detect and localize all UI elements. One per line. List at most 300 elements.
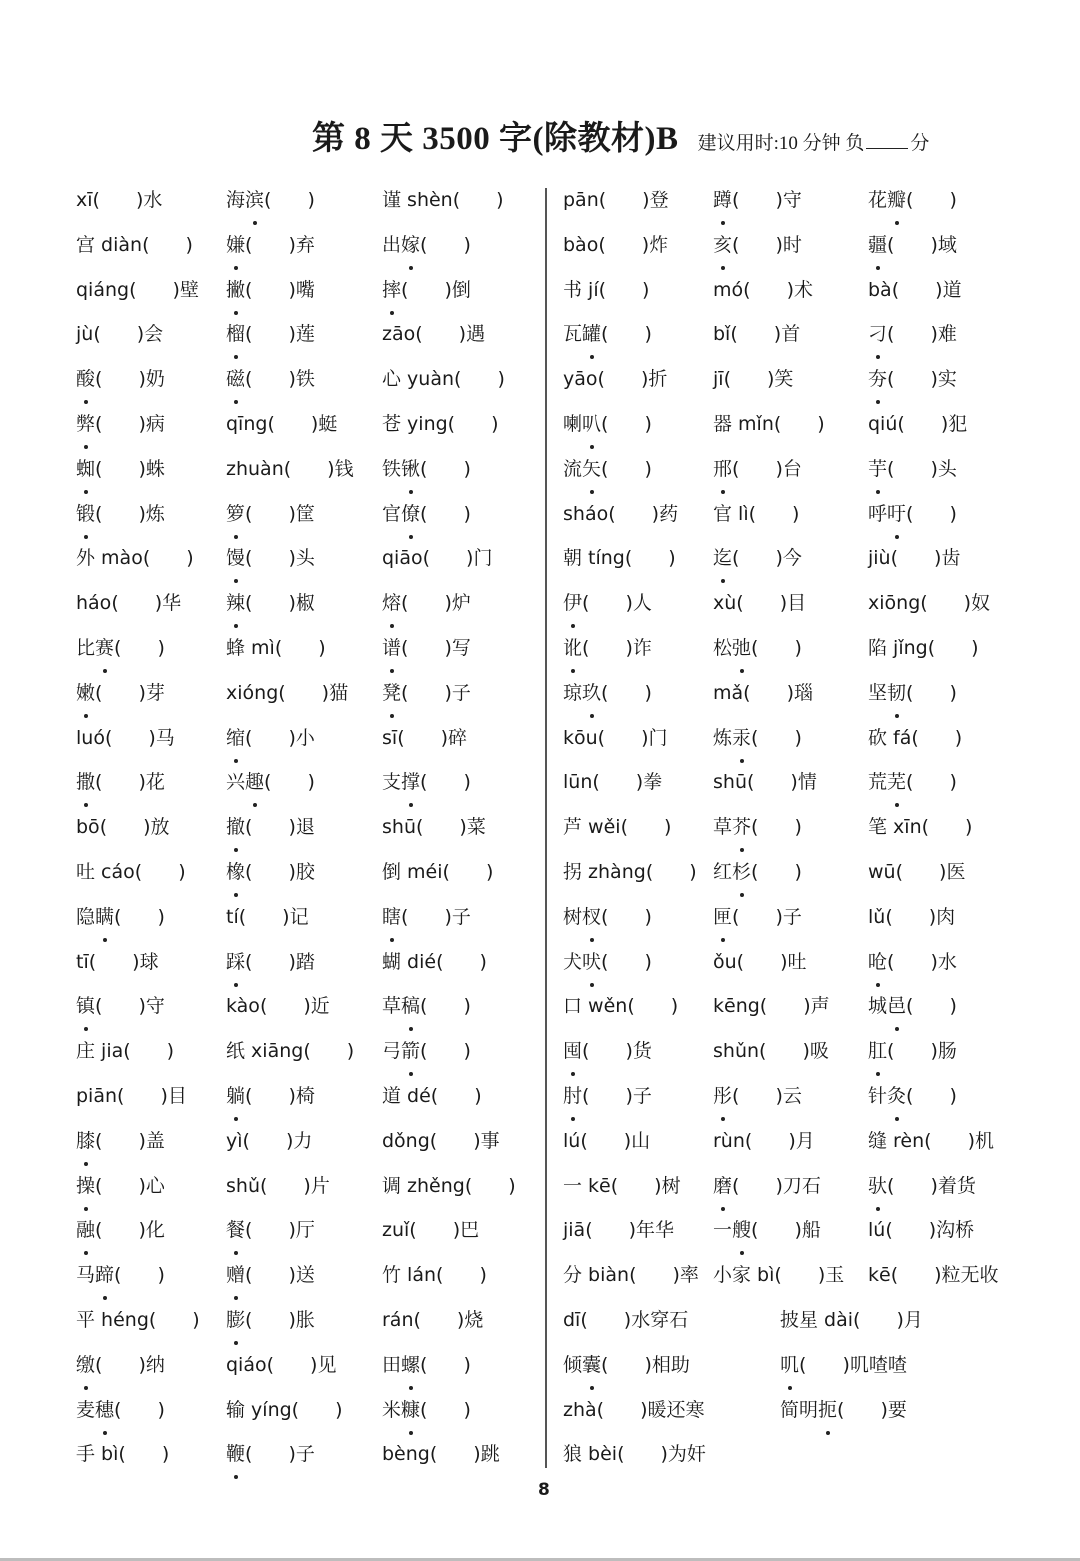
close-paren: ) bbox=[644, 412, 652, 435]
word-prefix: 琼 bbox=[563, 681, 583, 704]
word-prefix: lūn bbox=[563, 771, 593, 794]
close-paren: ) bbox=[640, 368, 649, 391]
word-item bbox=[713, 626, 802, 671]
open-paren: ( bbox=[278, 681, 286, 704]
open-paren: ( bbox=[582, 1040, 590, 1063]
word-item bbox=[76, 268, 199, 313]
word-item bbox=[76, 1343, 165, 1388]
word-row bbox=[76, 402, 526, 447]
close-paren: ) bbox=[954, 726, 963, 749]
word-suffix: 门 bbox=[648, 726, 668, 749]
emphasized-char: 汞 bbox=[732, 716, 751, 760]
open-paren: ( bbox=[429, 1443, 438, 1466]
open-paren: ( bbox=[582, 636, 590, 659]
word-prefix: qiáo bbox=[226, 1353, 267, 1376]
close-paren: ) bbox=[288, 592, 296, 615]
close-paren: ) bbox=[463, 1398, 471, 1421]
word-item bbox=[226, 850, 315, 895]
word-item bbox=[868, 312, 957, 357]
open-paren: ( bbox=[598, 233, 606, 256]
open-paren: ( bbox=[264, 771, 272, 794]
word-prefix: mó bbox=[713, 278, 744, 301]
emphasized-char: 讹 bbox=[563, 626, 582, 670]
open-paren: ( bbox=[95, 368, 103, 391]
word-item bbox=[563, 940, 652, 985]
open-paren: ( bbox=[142, 547, 151, 570]
word-item bbox=[868, 1253, 999, 1298]
column-divider bbox=[545, 188, 547, 1468]
word-prefix: jiā bbox=[563, 1219, 586, 1242]
open-paren: ( bbox=[245, 1219, 253, 1242]
emphasized-char: 呛 bbox=[868, 940, 887, 984]
close-paren: ) bbox=[788, 1129, 796, 1152]
word-prefix: rán bbox=[382, 1308, 414, 1331]
open-paren: ( bbox=[447, 412, 456, 435]
word-prefix: xù bbox=[713, 592, 737, 615]
word-item bbox=[713, 671, 813, 716]
word-prefix: 田 bbox=[382, 1353, 402, 1376]
emphasized-char: 餐 bbox=[226, 1208, 245, 1252]
open-paren: ( bbox=[95, 502, 103, 525]
emphasized-char: 踩 bbox=[226, 940, 245, 984]
word-suffix: 炸 bbox=[649, 233, 669, 256]
close-paren: ) bbox=[766, 368, 775, 391]
word-prefix: wū bbox=[868, 860, 896, 883]
word-item bbox=[713, 581, 806, 626]
word-row bbox=[76, 1029, 526, 1074]
open-paren: ( bbox=[597, 368, 605, 391]
word-suffix: 实 bbox=[937, 368, 957, 391]
word-suffix: 船 bbox=[801, 1219, 821, 1242]
open-paren: ( bbox=[95, 457, 103, 480]
open-paren: ( bbox=[442, 860, 450, 883]
emphasized-char: 膝 bbox=[76, 1119, 95, 1163]
emphasized-char: 亥 bbox=[713, 223, 732, 267]
open-paren: ( bbox=[887, 457, 895, 480]
word-prefix: qiāo bbox=[382, 547, 423, 570]
word-prefix: 竹 lán bbox=[382, 1264, 437, 1287]
open-paren: ( bbox=[723, 368, 731, 391]
word-prefix: ǒu bbox=[713, 950, 737, 973]
close-paren: ) bbox=[644, 905, 652, 928]
word-suffix: 肉 bbox=[936, 905, 956, 928]
word-item bbox=[76, 716, 175, 761]
close-paren: ) bbox=[463, 1353, 471, 1376]
open-paren: ( bbox=[413, 1308, 421, 1331]
word-row bbox=[563, 1074, 1033, 1119]
word-prefix: 缝 rèn bbox=[868, 1129, 925, 1152]
open-paren: ( bbox=[92, 189, 100, 211]
word-suffix: 退 bbox=[295, 816, 315, 839]
word-prefix: bào bbox=[563, 233, 599, 256]
word-suffix: 子 bbox=[782, 905, 802, 928]
word-item bbox=[563, 178, 669, 223]
word-item bbox=[563, 850, 697, 895]
emphasized-char: 融 bbox=[76, 1208, 95, 1252]
word-item bbox=[76, 402, 165, 447]
emphasized-char: 酸 bbox=[76, 357, 95, 401]
word-item bbox=[76, 536, 194, 581]
close-paren: ) bbox=[288, 547, 296, 570]
word-item bbox=[563, 760, 662, 805]
word-item bbox=[382, 940, 487, 985]
word-item bbox=[76, 178, 162, 223]
word-item bbox=[382, 178, 504, 223]
emphasized-char: 夯 bbox=[868, 357, 887, 401]
open-paren: ( bbox=[746, 771, 755, 794]
close-paren: ) bbox=[896, 1308, 904, 1331]
close-paren: ) bbox=[635, 771, 644, 794]
word-prefix: pān bbox=[563, 189, 599, 211]
word-item bbox=[868, 223, 957, 268]
close-paren: ) bbox=[444, 636, 452, 659]
word-row bbox=[76, 1164, 526, 1209]
close-paren: ) bbox=[463, 457, 471, 480]
word-item bbox=[382, 223, 471, 268]
open-paren: ( bbox=[601, 681, 609, 704]
close-paren: ) bbox=[644, 1353, 652, 1376]
open-paren: ( bbox=[95, 1353, 103, 1376]
word-item bbox=[76, 357, 165, 402]
close-paren: ) bbox=[288, 950, 296, 973]
close-paren: ) bbox=[307, 771, 315, 794]
close-paren: ) bbox=[670, 995, 679, 1018]
word-suffix: 玉 bbox=[825, 1264, 845, 1287]
close-paren: ) bbox=[775, 457, 783, 480]
word-prefix: 花 bbox=[868, 189, 888, 211]
close-paren: ) bbox=[135, 189, 144, 211]
word-item bbox=[713, 447, 802, 492]
open-paren: ( bbox=[95, 681, 103, 704]
open-paren: ( bbox=[99, 816, 108, 839]
open-paren: ( bbox=[732, 1174, 740, 1197]
word-item bbox=[382, 1074, 482, 1119]
word-prefix: lú bbox=[868, 1219, 886, 1242]
word-suffix: 笑 bbox=[774, 368, 794, 391]
word-suffix: 奴 bbox=[971, 592, 991, 615]
open-paren: ( bbox=[420, 1040, 428, 1063]
open-paren: ( bbox=[422, 547, 431, 570]
close-paren: ) bbox=[928, 1219, 937, 1242]
word-suffix: 域 bbox=[937, 233, 957, 256]
word-item bbox=[382, 1298, 483, 1343]
open-paren: ( bbox=[245, 950, 253, 973]
word-row bbox=[563, 223, 1033, 268]
word-item bbox=[563, 492, 678, 537]
close-paren: ) bbox=[842, 1353, 850, 1376]
word-prefix: 一 bbox=[713, 1219, 733, 1242]
emphasized-char: 彤 bbox=[713, 1074, 732, 1118]
word-item bbox=[382, 1029, 471, 1074]
word-prefix: 城 bbox=[868, 995, 888, 1018]
word-item bbox=[382, 268, 471, 313]
word-item bbox=[226, 1432, 315, 1477]
word-row bbox=[76, 1208, 526, 1253]
word-item bbox=[713, 895, 802, 940]
word-prefix: 平 héng bbox=[76, 1308, 149, 1331]
close-paren: ) bbox=[138, 1219, 146, 1242]
word-suffix: 台 bbox=[782, 457, 802, 480]
close-paren: ) bbox=[485, 860, 494, 883]
word-suffix: 情 bbox=[797, 771, 817, 794]
open-paren: ( bbox=[401, 592, 409, 615]
open-paren: ( bbox=[266, 1353, 275, 1376]
word-suffix: 齿 bbox=[941, 547, 961, 570]
close-paren: ) bbox=[288, 323, 296, 346]
word-item bbox=[713, 357, 793, 402]
word-item bbox=[76, 671, 165, 716]
emphasized-char: 镇 bbox=[76, 984, 95, 1028]
word-suffix: 近 bbox=[310, 995, 330, 1018]
open-paren: ( bbox=[853, 1308, 861, 1331]
close-paren: ) bbox=[949, 502, 957, 525]
emphasized-char: 罐 bbox=[582, 312, 601, 356]
emphasized-char: 撇 bbox=[226, 268, 245, 312]
close-paren: ) bbox=[496, 189, 504, 211]
word-row bbox=[563, 1164, 1033, 1209]
word-suffix: 目 bbox=[787, 592, 807, 615]
word-suffix: 心 bbox=[145, 1174, 165, 1197]
close-paren: ) bbox=[321, 681, 330, 704]
word-item bbox=[382, 984, 471, 1029]
close-paren: ) bbox=[138, 1353, 146, 1376]
open-paren: ( bbox=[114, 636, 122, 659]
word-row bbox=[76, 1432, 526, 1477]
word-row bbox=[76, 1298, 526, 1343]
emphasized-char: 辣 bbox=[226, 581, 245, 625]
close-paren: ) bbox=[644, 681, 652, 704]
word-item bbox=[563, 312, 652, 357]
open-paren: ( bbox=[885, 1219, 893, 1242]
close-paren: ) bbox=[651, 502, 660, 525]
word-item bbox=[382, 895, 471, 940]
word-item bbox=[226, 1029, 354, 1074]
word-row bbox=[563, 581, 1033, 626]
open-paren: ( bbox=[906, 502, 914, 525]
word-row bbox=[563, 895, 1033, 940]
close-paren: ) bbox=[288, 502, 296, 525]
word-item bbox=[382, 1343, 471, 1388]
word-suffix: 巴 bbox=[460, 1219, 480, 1242]
close-paren: ) bbox=[138, 1174, 146, 1197]
close-paren: ) bbox=[779, 592, 788, 615]
word-suffix: 马 bbox=[155, 726, 175, 749]
close-paren: ) bbox=[623, 1308, 632, 1331]
emphasized-char: 锻 bbox=[76, 492, 95, 536]
word-prefix: tí bbox=[226, 905, 239, 928]
word-row bbox=[76, 178, 526, 223]
close-paren: ) bbox=[192, 1308, 200, 1331]
word-item bbox=[713, 223, 802, 268]
word-item bbox=[563, 402, 652, 447]
word-suffix: 遇 bbox=[466, 323, 486, 346]
word-prefix: kào bbox=[226, 995, 260, 1018]
close-paren: ) bbox=[335, 1398, 343, 1421]
open-paren: ( bbox=[906, 771, 914, 794]
word-row bbox=[563, 536, 1033, 581]
emphasized-char: 玖 bbox=[582, 671, 601, 715]
word-item bbox=[226, 312, 315, 357]
close-paren: ) bbox=[775, 189, 783, 211]
emphasized-char: 匣 bbox=[713, 895, 732, 939]
open-paren: ( bbox=[420, 502, 428, 525]
open-paren: ( bbox=[837, 1398, 845, 1421]
word-suffix: 肠 bbox=[937, 1040, 957, 1063]
score-blank[interactable] bbox=[866, 132, 908, 149]
word-prefix: jù bbox=[76, 323, 94, 346]
open-paren: ( bbox=[283, 457, 292, 480]
emphasized-char: 囤 bbox=[563, 1029, 582, 1073]
word-item bbox=[226, 1343, 336, 1388]
word-item bbox=[226, 1388, 343, 1433]
close-paren: ) bbox=[138, 771, 146, 794]
word-suffix: 炉 bbox=[451, 592, 471, 615]
word-item bbox=[713, 1208, 821, 1253]
word-suffix: 为奸 bbox=[667, 1443, 706, 1466]
close-paren: ) bbox=[623, 1129, 632, 1152]
close-paren: ) bbox=[935, 278, 943, 301]
close-paren: ) bbox=[157, 636, 165, 659]
word-item bbox=[713, 760, 817, 805]
close-paren: ) bbox=[780, 950, 788, 973]
close-paren: ) bbox=[444, 905, 452, 928]
word-suffix: 钱 bbox=[334, 457, 354, 480]
close-paren: ) bbox=[327, 457, 335, 480]
word-item bbox=[226, 1208, 315, 1253]
open-paren: ( bbox=[598, 189, 607, 211]
word-suffix: 着货 bbox=[937, 1174, 976, 1197]
word-prefix: 宫 diàn bbox=[76, 233, 143, 256]
word-suffix: 水穿石 bbox=[631, 1308, 689, 1331]
word-row bbox=[76, 268, 526, 313]
word-suffix: 首 bbox=[781, 323, 801, 346]
open-paren: ( bbox=[610, 1174, 619, 1197]
word-prefix: 喇 bbox=[563, 412, 583, 435]
close-paren: ) bbox=[949, 189, 957, 211]
right-column bbox=[563, 178, 1033, 1477]
word-row bbox=[563, 1298, 1033, 1343]
open-paren: ( bbox=[906, 681, 914, 704]
close-paren: ) bbox=[794, 816, 802, 839]
word-item bbox=[563, 1343, 690, 1388]
close-paren: ) bbox=[949, 681, 957, 704]
word-item bbox=[226, 1119, 312, 1164]
open-paren: ( bbox=[245, 368, 253, 391]
close-paren: ) bbox=[625, 636, 633, 659]
close-paren: ) bbox=[775, 1084, 783, 1107]
word-item bbox=[563, 1253, 699, 1298]
emphasized-char: 刁 bbox=[868, 312, 887, 356]
word-row bbox=[563, 1432, 1033, 1477]
close-paren: ) bbox=[930, 1174, 938, 1197]
word-item bbox=[563, 1388, 705, 1433]
word-item bbox=[713, 1164, 821, 1209]
open-paren: ( bbox=[245, 547, 253, 570]
word-prefix: 呼 bbox=[868, 502, 888, 525]
open-paren: ( bbox=[436, 1264, 444, 1287]
open-paren: ( bbox=[104, 726, 113, 749]
word-row bbox=[563, 492, 1033, 537]
word-suffix: 守 bbox=[145, 995, 165, 1018]
close-paren: ) bbox=[786, 278, 794, 301]
word-item bbox=[713, 312, 800, 357]
open-paren: ( bbox=[420, 457, 428, 480]
word-prefix: 砍 fá bbox=[868, 726, 912, 749]
word-item bbox=[780, 1343, 907, 1388]
word-item bbox=[382, 1119, 500, 1164]
word-suffix: 芽 bbox=[145, 681, 165, 704]
word-prefix: 出 bbox=[382, 233, 402, 256]
word-suffix: 放 bbox=[150, 816, 170, 839]
close-paren: ) bbox=[934, 547, 942, 570]
word-prefix: 松 bbox=[713, 636, 733, 659]
word-suffix: 见 bbox=[317, 1353, 337, 1376]
word-item bbox=[382, 536, 492, 581]
word-suffix: 盖 bbox=[145, 1129, 165, 1152]
emphasized-char: 叽 bbox=[780, 1343, 799, 1387]
word-item bbox=[226, 1298, 315, 1343]
word-row bbox=[76, 1074, 526, 1119]
word-item bbox=[563, 1119, 650, 1164]
word-prefix: zāo bbox=[382, 323, 416, 346]
word-prefix: 流 bbox=[563, 457, 583, 480]
word-prefix: 一 kē bbox=[563, 1174, 611, 1197]
word-item bbox=[713, 850, 802, 895]
word-item bbox=[226, 1253, 315, 1298]
word-item bbox=[868, 1074, 957, 1119]
close-paren: ) bbox=[625, 1084, 633, 1107]
word-item bbox=[382, 1388, 471, 1433]
close-paren: ) bbox=[288, 278, 296, 301]
open-paren: ( bbox=[582, 1084, 590, 1107]
open-paren: ( bbox=[114, 1398, 122, 1421]
open-paren: ( bbox=[245, 502, 253, 525]
close-paren: ) bbox=[930, 233, 938, 256]
word-prefix: 苍 ying bbox=[382, 412, 448, 435]
open-paren: ( bbox=[748, 502, 757, 525]
word-prefix: 调 zhěng bbox=[382, 1174, 465, 1197]
word-prefix: 支 bbox=[382, 771, 402, 794]
word-prefix: 倾 bbox=[563, 1353, 583, 1376]
open-paren: ( bbox=[601, 457, 609, 480]
close-paren: ) bbox=[775, 1174, 783, 1197]
open-paren: ( bbox=[245, 1264, 253, 1287]
word-prefix: dǒng bbox=[382, 1129, 430, 1152]
word-item bbox=[713, 268, 813, 313]
word-item bbox=[76, 223, 193, 268]
emphasized-char: 趣 bbox=[245, 760, 264, 804]
open-paren: ( bbox=[596, 1398, 605, 1421]
close-paren: ) bbox=[775, 905, 783, 928]
close-paren: ) bbox=[178, 860, 186, 883]
close-paren: ) bbox=[940, 412, 949, 435]
emphasized-char: 囊 bbox=[582, 1343, 601, 1387]
close-paren: ) bbox=[949, 1084, 957, 1107]
word-row bbox=[563, 850, 1033, 895]
emphasized-char: 糠 bbox=[401, 1388, 420, 1432]
open-paren: ( bbox=[401, 278, 409, 301]
word-suffix: 碎 bbox=[448, 726, 468, 749]
word-prefix: 瓦 bbox=[563, 323, 583, 346]
word-item bbox=[382, 626, 471, 671]
word-item bbox=[713, 1074, 802, 1119]
open-paren: ( bbox=[245, 1084, 253, 1107]
word-item bbox=[868, 984, 957, 1029]
open-paren: ( bbox=[420, 995, 428, 1018]
close-paren: ) bbox=[160, 1084, 168, 1107]
emphasized-char: 伊 bbox=[563, 581, 582, 625]
word-suffix: 记 bbox=[289, 905, 309, 928]
